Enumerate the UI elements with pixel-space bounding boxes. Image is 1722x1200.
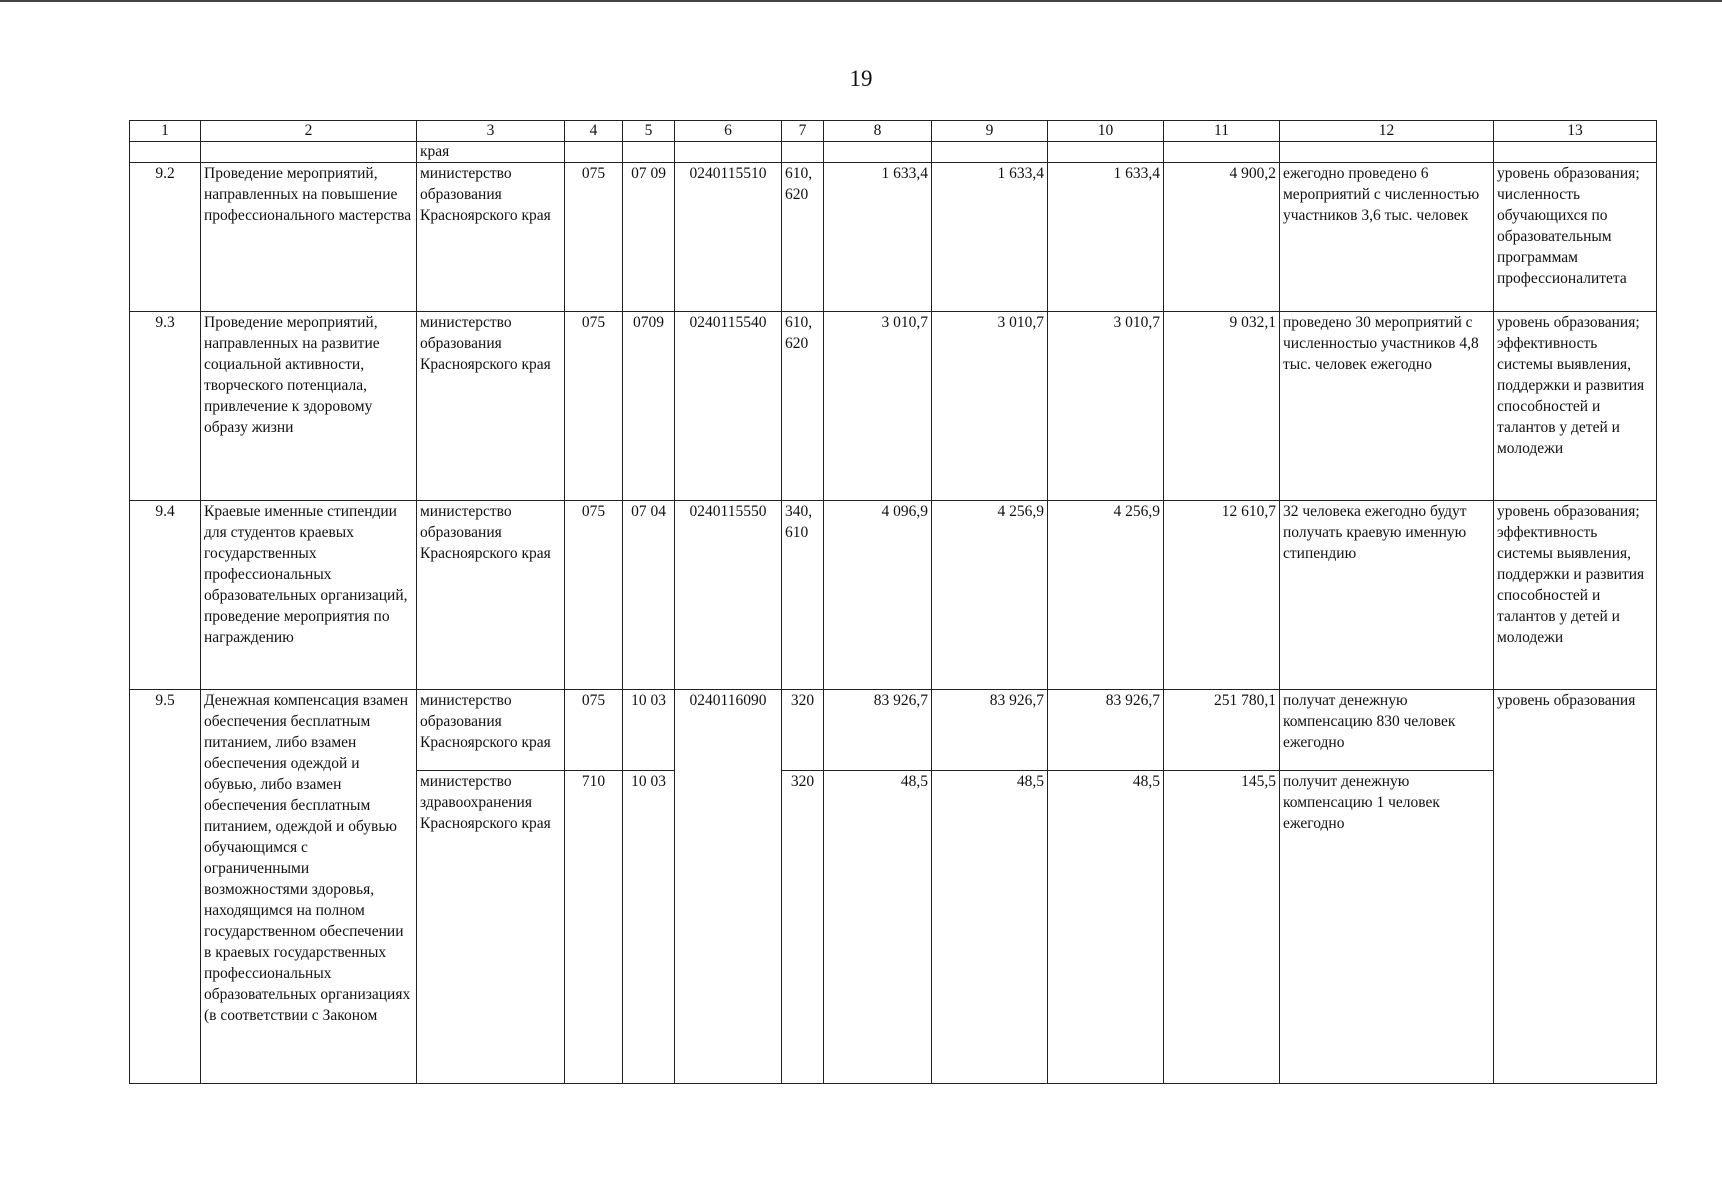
year1-amount: 3 010,7 bbox=[824, 312, 932, 501]
expected-result: проведено 30 мероприятий с численностыо участников 4,8 тыс. человек ежегодно bbox=[1280, 312, 1494, 501]
rzpr-code: 0709 bbox=[623, 312, 675, 501]
total-amount: 251 780,1 bbox=[1164, 690, 1280, 771]
expected-result: получит денежную компенсацию 1 человек ежегодно bbox=[1280, 771, 1494, 1084]
expected-result: 32 человека ежегодно будут получать краевую именную стипендию bbox=[1280, 501, 1494, 690]
total-amount: 4 900,2 bbox=[1164, 163, 1280, 312]
grbs-code: 075 bbox=[565, 163, 623, 312]
year3-amount: 4 256,9 bbox=[1048, 501, 1164, 690]
column-header: 6 bbox=[675, 121, 782, 142]
page-number: 19 bbox=[849, 66, 873, 91]
row-number: 9.2 bbox=[130, 163, 201, 312]
year3-amount: 83 926,7 bbox=[1048, 690, 1164, 771]
year2-amount: 48,5 bbox=[932, 771, 1048, 1084]
executor-cell: министерство образования Красноярского края bbox=[417, 501, 565, 690]
vr-code: 320 bbox=[782, 771, 824, 1084]
vr-code: 340, 610 bbox=[782, 501, 824, 690]
grbs-code: 075 bbox=[565, 690, 623, 771]
year2-amount: 83 926,7 bbox=[932, 690, 1048, 771]
row-number: 9.4 bbox=[130, 501, 201, 690]
grbs-code: 075 bbox=[565, 501, 623, 690]
column-header: 1 bbox=[130, 121, 201, 142]
grbs-code: 075 bbox=[565, 312, 623, 501]
year1-amount: 1 633,4 bbox=[824, 163, 932, 312]
csr-code: 0240116090 bbox=[675, 690, 782, 1084]
column-header: 13 bbox=[1494, 121, 1657, 142]
year2-amount: 1 633,4 bbox=[932, 163, 1048, 312]
year2-amount: 3 010,7 bbox=[932, 312, 1048, 501]
table-row bbox=[130, 163, 1657, 312]
vr-code: 610, 620 bbox=[782, 312, 824, 501]
program-measures-table bbox=[129, 120, 1657, 1084]
grbs-code: 710 bbox=[565, 771, 623, 1084]
year3-amount: 48,5 bbox=[1048, 771, 1164, 1084]
table-row bbox=[130, 690, 1657, 771]
executor-cell: министерство образования Красноярского края bbox=[417, 690, 565, 771]
column-number-row bbox=[130, 121, 1657, 142]
measure-name: Краевые именные стипендии для студентов краевых государственных профессиональных образовательных организаций, проведение мероприятия по награждению bbox=[201, 501, 417, 690]
vr-code: 320 bbox=[782, 690, 824, 771]
year1-amount: 48,5 bbox=[824, 771, 932, 1084]
column-header: 5 bbox=[623, 121, 675, 142]
csr-code: 0240115540 bbox=[675, 312, 782, 501]
year3-amount: 3 010,7 bbox=[1048, 312, 1164, 501]
indicator-cell: уровень образования; эффективность системы выявления, поддержки и развития способностей и талантов у детей и молодежи bbox=[1494, 501, 1657, 690]
row-number: 9.5 bbox=[130, 690, 201, 1084]
rzpr-code: 07 09 bbox=[623, 163, 675, 312]
year2-amount: 4 256,9 bbox=[932, 501, 1048, 690]
column-header: 2 bbox=[201, 121, 417, 142]
executor-cell: министерство здравоохранения Красноярского края bbox=[417, 771, 565, 1084]
top-border-line bbox=[0, 0, 1722, 2]
column-header: 11 bbox=[1164, 121, 1280, 142]
csr-code: 0240115550 bbox=[675, 501, 782, 690]
vr-code: 610, 620 bbox=[782, 163, 824, 312]
csr-code: 0240115510 bbox=[675, 163, 782, 312]
total-amount: 145,5 bbox=[1164, 771, 1280, 1084]
expected-result: получат денежную компенсацию 830 человек ежегодно bbox=[1280, 690, 1494, 771]
year3-amount: 1 633,4 bbox=[1048, 163, 1164, 312]
rzpr-code: 10 03 bbox=[623, 771, 675, 1084]
year1-amount: 4 096,9 bbox=[824, 501, 932, 690]
indicator-cell: уровень образования bbox=[1494, 690, 1657, 1084]
column-header: 7 bbox=[782, 121, 824, 142]
column-header: 4 bbox=[565, 121, 623, 142]
indicator-cell: уровень образования; эффективность системы выявления, поддержки и развития способностей и талантов у детей и молодежи bbox=[1494, 312, 1657, 501]
rzpr-code: 10 03 bbox=[623, 690, 675, 771]
column-header: 9 bbox=[932, 121, 1048, 142]
total-amount: 12 610,7 bbox=[1164, 501, 1280, 690]
table-row bbox=[130, 501, 1657, 690]
measure-name: Проведение мероприятий, направленных на развитие социальной активности, творческого потенциала, привлечение к здоровому образу жизни bbox=[201, 312, 417, 501]
indicator-cell: уровень образования; численность обучающихся по образовательным программам профессионалитета bbox=[1494, 163, 1657, 312]
total-amount: 9 032,1 bbox=[1164, 312, 1280, 501]
column-header: 12 bbox=[1280, 121, 1494, 142]
row-number: 9.3 bbox=[130, 312, 201, 501]
measure-name: Проведение мероприятий, направленных на повышение профессионального мастерства bbox=[201, 163, 417, 312]
rzpr-code: 07 04 bbox=[623, 501, 675, 690]
expected-result: ежегодно проведено 6 мероприятий с численностью участников 3,6 тыс. человек bbox=[1280, 163, 1494, 312]
column-header: 10 bbox=[1048, 121, 1164, 142]
measure-name: Денежная компенсация взамен обеспечения бесплатным питанием, либо взамен обеспечения одеждой и обувью, либо взамен обеспечения бесплатным питанием, одеждой и обувью обучающимся с ограниченными возможностями здоровья, находящимся на полном государственном обеспечении в краевых государственных профессиональных образовательных организациях (в соответствии с Законом bbox=[201, 690, 417, 1084]
executor-cell: министерство образования Красноярского края bbox=[417, 163, 565, 312]
column-header: 3 bbox=[417, 121, 565, 142]
year1-amount: 83 926,7 bbox=[824, 690, 932, 771]
executor-cell: министерство образования Красноярского края bbox=[417, 312, 565, 501]
executor-cell: края bbox=[417, 142, 565, 163]
continuation-row bbox=[130, 142, 1657, 163]
table-row bbox=[130, 312, 1657, 501]
column-header: 8 bbox=[824, 121, 932, 142]
